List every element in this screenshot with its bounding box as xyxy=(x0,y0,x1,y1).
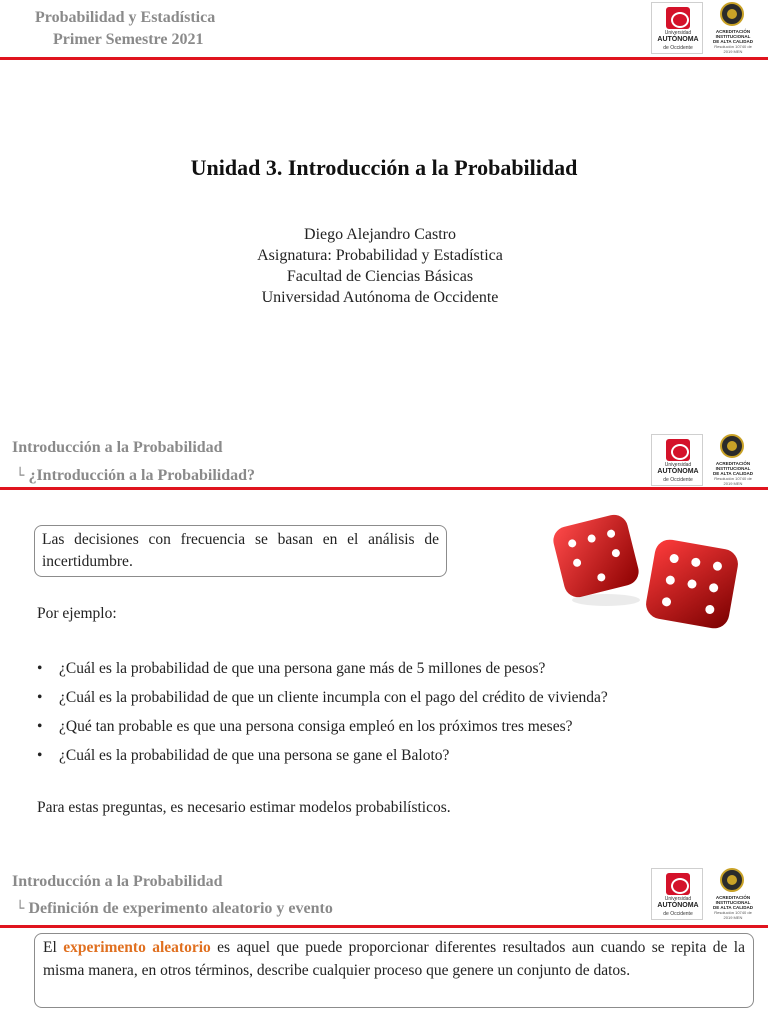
header-divider xyxy=(0,487,768,490)
section-title: Introducción a la Probabilidad xyxy=(12,873,223,890)
section-subtitle: └ ¿Introducción a la Probabilidad? xyxy=(16,467,256,484)
accreditation-logo: ACREDITACIÓN INSTITUCIONAL DE ALTA CALIDAD Resolución 10740 de 2019 MEN xyxy=(710,868,756,924)
slide-gap xyxy=(0,838,768,862)
slide-gap xyxy=(0,410,768,428)
university-logo-mark xyxy=(666,439,690,461)
corner-arrow-icon: └ xyxy=(16,468,25,484)
section-subtitle: └ Definición de experimento aleatorio y evento xyxy=(16,900,333,917)
accreditation-seal-icon xyxy=(720,2,744,26)
list-item: • ¿Qué tan probable es que una persona consiga empleó en los próximos tres meses? xyxy=(37,712,608,741)
presenter-info xyxy=(0,224,760,308)
presentation-title: Unidad 3. Introducción a la Probabilidad xyxy=(190,155,578,180)
highlighted-term: experimento aleatorio xyxy=(63,939,211,956)
question-list xyxy=(37,654,608,770)
slide-introduction xyxy=(0,428,768,838)
accreditation-logo: ACREDITACIÓN INSTITUCIONAL DE ALTA CALIDAD Resolución 10740 de 2019 MEN xyxy=(710,2,756,58)
conclusion-text: Para estas preguntas, es necesario estimar modelos probabilísticos. xyxy=(37,799,451,816)
header-divider xyxy=(0,57,768,60)
list-item: • ¿Cuál es la probabilidad de que una persona se gane el Baloto? xyxy=(37,741,608,770)
university-logo: Universidad AUTÓNOMA de Occidente xyxy=(651,2,703,54)
faculty-name: Facultad de Ciencias Básicas xyxy=(286,268,474,285)
section-title: Introducción a la Probabilidad xyxy=(12,439,223,456)
accreditation-seal-icon xyxy=(720,868,744,892)
author-name: Diego Alejandro Castro xyxy=(304,226,456,243)
university-logo-mark xyxy=(666,7,690,29)
university-logo: Universidad AUTÓNOMA de Occidente xyxy=(651,868,703,920)
course-title: Probabilidad y Estadística xyxy=(35,9,216,26)
slide-definition xyxy=(0,862,768,1024)
semester-label: Primer Semestre 2021 xyxy=(53,31,204,48)
corner-arrow-icon: └ xyxy=(16,901,25,917)
subject-name: Asignatura: Probabilidad y Estadística xyxy=(257,247,503,264)
university-name: Universidad Autónoma de Occidente xyxy=(261,289,499,306)
header-divider xyxy=(0,925,768,928)
accreditation-seal-icon xyxy=(720,434,744,458)
slide-title xyxy=(0,0,768,410)
example-label: Por ejemplo: xyxy=(37,605,117,622)
list-item: • ¿Cuál es la probabilidad de que una persona gane más de 5 millones de pesos? xyxy=(37,654,608,683)
university-logo-mark xyxy=(666,873,690,895)
accreditation-logo: ACREDITACIÓN INSTITUCIONAL DE ALTA CALIDAD Resolución 10740 de 2019 MEN xyxy=(710,434,756,490)
insight-callout: Las decisiones con frecuencia se basan en el análisis de incertidumbre. xyxy=(34,525,447,577)
university-logo: Universidad AUTÓNOMA de Occidente xyxy=(651,434,703,486)
dice-icon xyxy=(548,514,744,636)
list-item: • ¿Cuál es la probabilidad de que un cliente incumpla con el pago del crédito de vivienda? xyxy=(37,683,608,712)
definition-callout: El experimento aleatorio es aquel que puede proporcionar diferentes resultados aun cuando se repita de la misma manera, en otros términos, describe cualquier proceso que genere un conjunto de datos. xyxy=(34,933,754,1008)
